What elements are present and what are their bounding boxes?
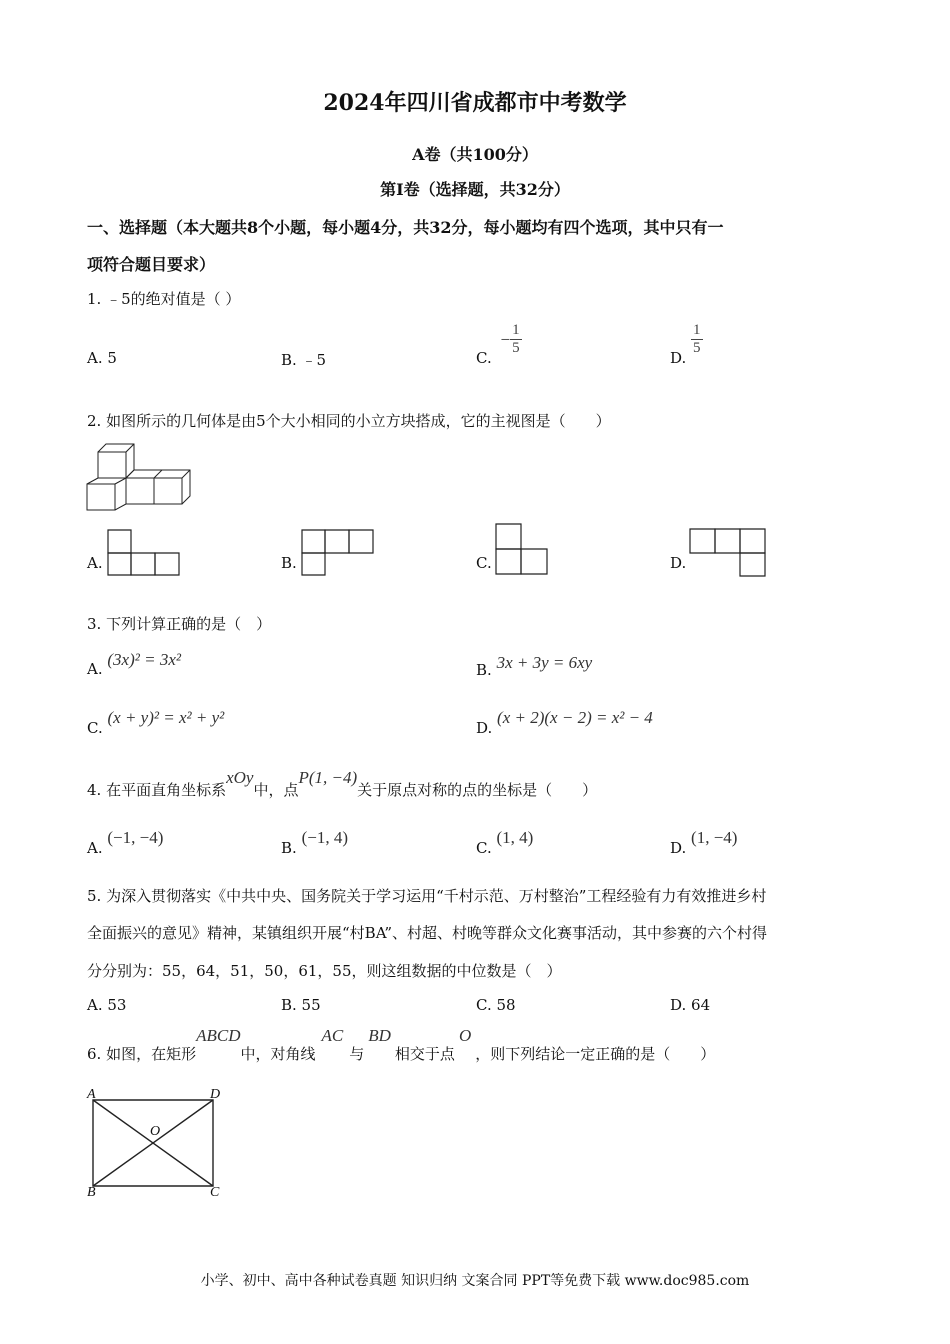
q2-option-c-label: C.: [476, 554, 492, 572]
section1-heading-line1: 一、选择题（本大题共8个小题，每小题4分，共32分，每小题均有四个选项，其中只有一: [87, 218, 724, 237]
exam-title: 2024年四川省成都市中考数学: [323, 90, 627, 116]
q1-option-c-fraction: [510, 322, 522, 357]
q1-option-d-fraction: [691, 322, 703, 357]
q4-stem-math-xoy: xOy: [226, 768, 254, 787]
q4-stem: [87, 768, 597, 800]
q4-stem-math-point: P(1, −4): [298, 768, 358, 787]
q6-stem: [87, 1026, 715, 1064]
q1-option-c: [476, 322, 522, 367]
q3-option-b: [476, 653, 592, 679]
q3-option-d-expr: (x + 2)(x − 2) = x² − 4: [497, 708, 653, 727]
q5-line3: 分分别为：55，64，51，50，61，55，则这组数据的中位数是（ ）: [87, 962, 562, 980]
q1-option-c-numerator: 1: [512, 322, 520, 338]
q4-option-d-expr: (1, −4): [691, 828, 738, 847]
q6-stem-part4: 相交于点: [394, 1045, 455, 1063]
q2-option-b-figure: [301, 529, 375, 577]
q4-option-b-expr: (−1, 4): [301, 828, 348, 847]
section1-heading-line2: 项符合题目要求）: [87, 255, 216, 274]
q2-option-d-label: D.: [670, 554, 687, 572]
q6-stem-part3: 与: [349, 1045, 365, 1063]
volume-a-heading: A卷（共100分）: [412, 145, 538, 164]
q5-option-b: B. 55: [281, 996, 321, 1014]
q5-option-c: C. 58: [476, 996, 516, 1014]
q4-option-a-expr: (−1, −4): [107, 828, 164, 847]
q6-vertex-b: B: [87, 1185, 96, 1200]
q4-option-b: [281, 828, 348, 857]
q1-option-d-denominator: 5: [693, 340, 701, 356]
q6-rectangle-figure: [84, 1084, 234, 1200]
q4-stem-part1: 4. 在平面直角坐标系: [87, 781, 227, 799]
q1-option-c-denominator: 5: [512, 340, 520, 356]
q3-option-d: [476, 708, 653, 737]
q3-option-b-expr: 3x + 3y = 6xy: [496, 653, 593, 672]
part1-heading: 第I卷（选择题，共32分）: [380, 180, 570, 199]
q4-option-a-label: A.: [87, 839, 103, 857]
q6-stem-part5: ，则下列结论一定正确的是（ ）: [475, 1045, 716, 1063]
page-footer: 小学、初中、高中各种试卷真题 知识归纳 文案合同 PPT等免费下载 www.doc985.com: [200, 1273, 750, 1289]
q4-stem-part3: 关于原点对称的点的坐标是（ ）: [357, 781, 598, 799]
q4-option-a: [87, 828, 163, 857]
q1-option-c-sign: −: [500, 329, 511, 349]
q3-option-a: [87, 650, 181, 678]
q4-option-c-label: C.: [476, 839, 492, 857]
q4-option-c: [476, 828, 533, 857]
q2-option-a-label: A.: [87, 554, 103, 572]
q6-vertex-d: D: [210, 1087, 221, 1102]
q2-option-b-label: B.: [281, 554, 297, 572]
q1-option-d: [670, 322, 703, 367]
q6-stem-math-o: O: [458, 1026, 472, 1045]
q2-option-d-figure: [689, 528, 767, 578]
q1-option-b: B. ﹣5: [281, 351, 327, 369]
q1-option-a: A. 5: [87, 349, 117, 367]
q3-option-a-label: A.: [87, 660, 103, 678]
q5-option-d: D. 64: [670, 996, 711, 1014]
q4-stem-part2: 中，点: [253, 781, 299, 799]
q5-line1: 5. 为深入贯彻落实《中共中央、国务院关于学习运用“千村示范、万村整治”工程经验有力有效推进乡村: [87, 887, 767, 905]
q4-option-d-label: D.: [670, 839, 687, 857]
q3-option-a-expr: (3x)² = 3x²: [107, 650, 181, 669]
q6-stem-math-ac: AC: [321, 1026, 344, 1045]
q1-option-c-label: C.: [476, 349, 492, 367]
q2-option-a-figure: [107, 529, 181, 577]
q5-option-a: A. 53: [87, 996, 127, 1014]
q1-stem: 1. ﹣5的绝对值是（ ）: [87, 290, 241, 308]
q5-line2: 全面振兴的意见》精神，某镇组织开展“村BA”、村超、村晚等群众文化赛事活动，其中参赛的六个村得: [87, 924, 767, 942]
q3-option-b-label: B.: [476, 661, 492, 679]
q6-vertex-a: A: [87, 1087, 96, 1102]
q6-stem-part2: 中，对角线: [240, 1045, 316, 1063]
q6-stem-math-bd: BD: [368, 1026, 391, 1045]
q4-option-b-label: B.: [281, 839, 297, 857]
q3-option-c-expr: (x + y)² = x² + y²: [107, 708, 225, 727]
q1-option-d-label: D.: [670, 349, 687, 367]
q2-stem: 2. 如图所示的几何体是由5个大小相同的小立方块搭成，它的主视图是（ ）: [87, 412, 611, 430]
q1-option-d-numerator: 1: [693, 322, 701, 338]
q4-option-d: [670, 828, 737, 857]
q6-stem-part1: 6. 如图，在矩形: [87, 1045, 197, 1063]
q3-option-c-label: C.: [87, 719, 103, 737]
q2-option-c-figure: [495, 523, 549, 577]
q6-stem-math-abcd: ABCD: [196, 1026, 241, 1045]
q3-option-d-label: D.: [476, 719, 493, 737]
q3-stem: 3. 下列计算正确的是（ ）: [87, 615, 272, 633]
q3-option-c: [87, 708, 224, 737]
q4-option-c-expr: (1, 4): [496, 828, 534, 847]
q6-vertex-c: C: [210, 1185, 220, 1200]
q6-center-o: O: [150, 1124, 161, 1139]
q2-solid-figure: [84, 440, 200, 516]
